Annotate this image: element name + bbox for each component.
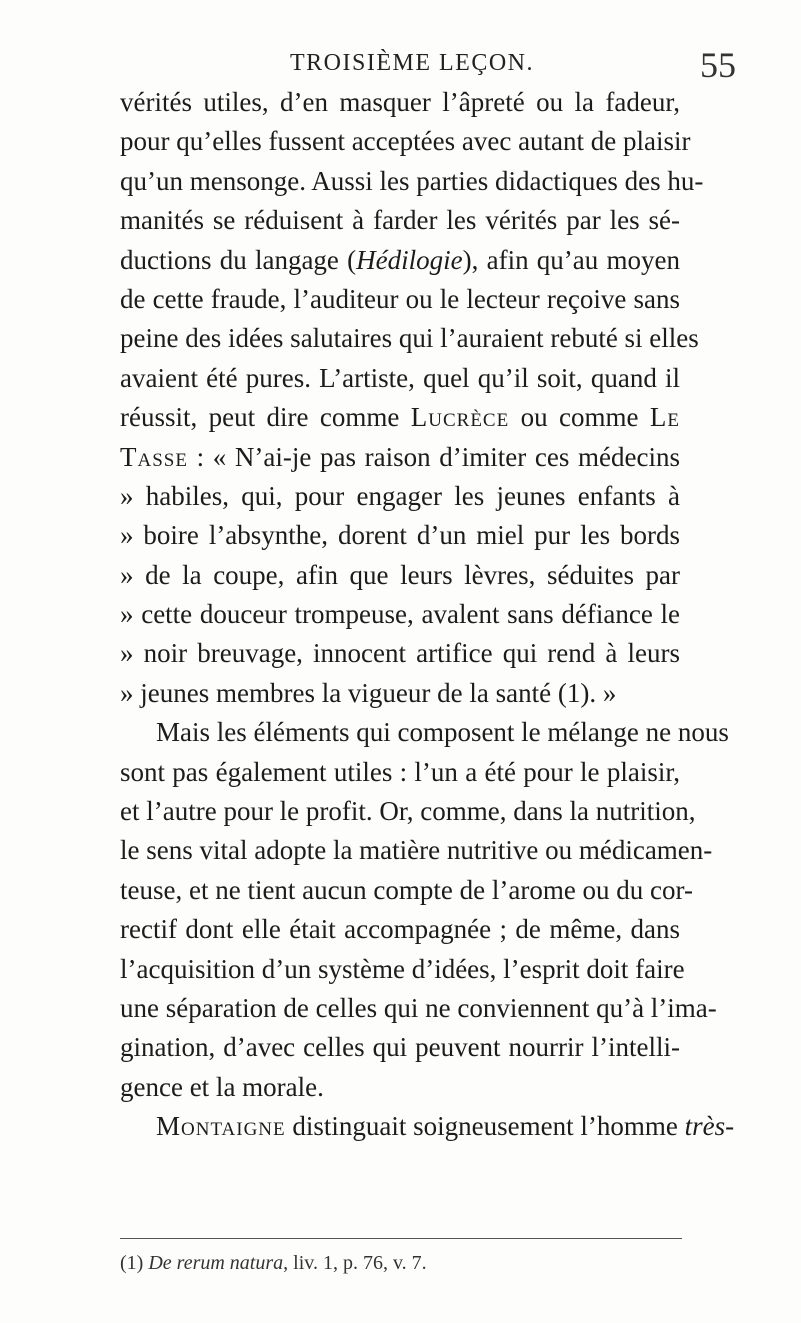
quote-line: » cette douceur trompeuse, avalent sans défiance le — [120, 599, 680, 630]
text-line: une séparation de celles qui ne conviennent qu’à l’ima- — [120, 992, 717, 1023]
text-line: pour qu’elles fussent acceptées avec autant de plaisir — [120, 126, 691, 157]
author-name: Le — [649, 402, 680, 433]
running-head — [0, 45, 801, 88]
text-line: vérités utiles, d’en masquer l’âpreté ou la fadeur, — [120, 87, 680, 117]
quote-line: » jeunes membres la vigueur de la santé (1). » — [120, 677, 617, 708]
text-line: de cette fraude, l’auditeur ou le lecteur reçoive sans — [120, 283, 680, 314]
text-line: Tasse : « N’ai-je pas raison d’imiter ces médecins — [120, 441, 680, 472]
body-text — [120, 83, 735, 1147]
text-line: sont pas également utiles : l’un a été pour le plaisir, — [120, 756, 680, 787]
text-line: gence et la morale. — [120, 1071, 324, 1102]
italic-term: Hédilogie — [356, 244, 463, 275]
text-line: ductions du langage (Hédilogie), afin qu’au moyen — [120, 244, 680, 275]
text-line: avaient été pures. L’artiste, quel qu’il soit, quand il — [120, 362, 680, 393]
author-name: Montaigne — [156, 1111, 286, 1142]
text-line: gination, d’avec celles qui peuvent nourrir l’intelli- — [120, 1032, 680, 1063]
text-line: rectif dont elle était accompagnée ; de même, dans — [120, 914, 680, 945]
text-line: réussit, peut dire comme Lucrèce ou comme Le — [120, 402, 680, 433]
italic-term: très- — [684, 1111, 735, 1142]
text-line: teuse, et ne tient aucun compte de l’arome ou du cor- — [120, 874, 693, 905]
quote-line: » boire l’absynthe, dorent d’un miel pur les bords — [120, 520, 680, 551]
text-line: Mais les éléments qui composent le mélange ne nous — [156, 717, 729, 748]
quote-line: » noir breuvage, innocent artifice qui rend à leurs — [120, 638, 680, 669]
text-line: l’acquisition d’un système d’idées, l’esprit doit faire — [120, 953, 685, 984]
running-title: TROISIÈME LEÇON. — [290, 50, 534, 76]
footnote — [120, 1252, 427, 1275]
footnote-title: De rerum natura — [148, 1252, 284, 1274]
author-name: Tasse — [120, 441, 188, 472]
text-line: et l’autre pour le profit. Or, comme, dans la nutrition, — [120, 796, 696, 827]
text-line: peine des idées salutaires qui l’auraient rebuté si elles — [120, 323, 699, 354]
quote-line: » de la coupe, afin que leurs lèvres, séduites par — [120, 559, 680, 590]
footnote-reference: , liv. 1, p. 76, v. 7. — [283, 1252, 427, 1274]
text-line: qu’un mensonge. Aussi les parties didactiques des hu- — [120, 165, 704, 196]
author-name: Lucrèce — [410, 402, 510, 433]
footnote-marker: (1) — [120, 1252, 149, 1274]
text-line: le sens vital adopte la matière nutritive ou médicamen- — [120, 835, 713, 866]
page-number: 55 — [700, 45, 736, 85]
quote-line: » habiles, qui, pour engager les jeunes enfants à — [120, 480, 680, 511]
text-line: manités se réduisent à farder les vérités par les sé- — [120, 205, 680, 236]
text-line: Montaigne distinguait soigneusement l’homme très- — [156, 1111, 735, 1142]
footnote-rule — [120, 1238, 682, 1239]
